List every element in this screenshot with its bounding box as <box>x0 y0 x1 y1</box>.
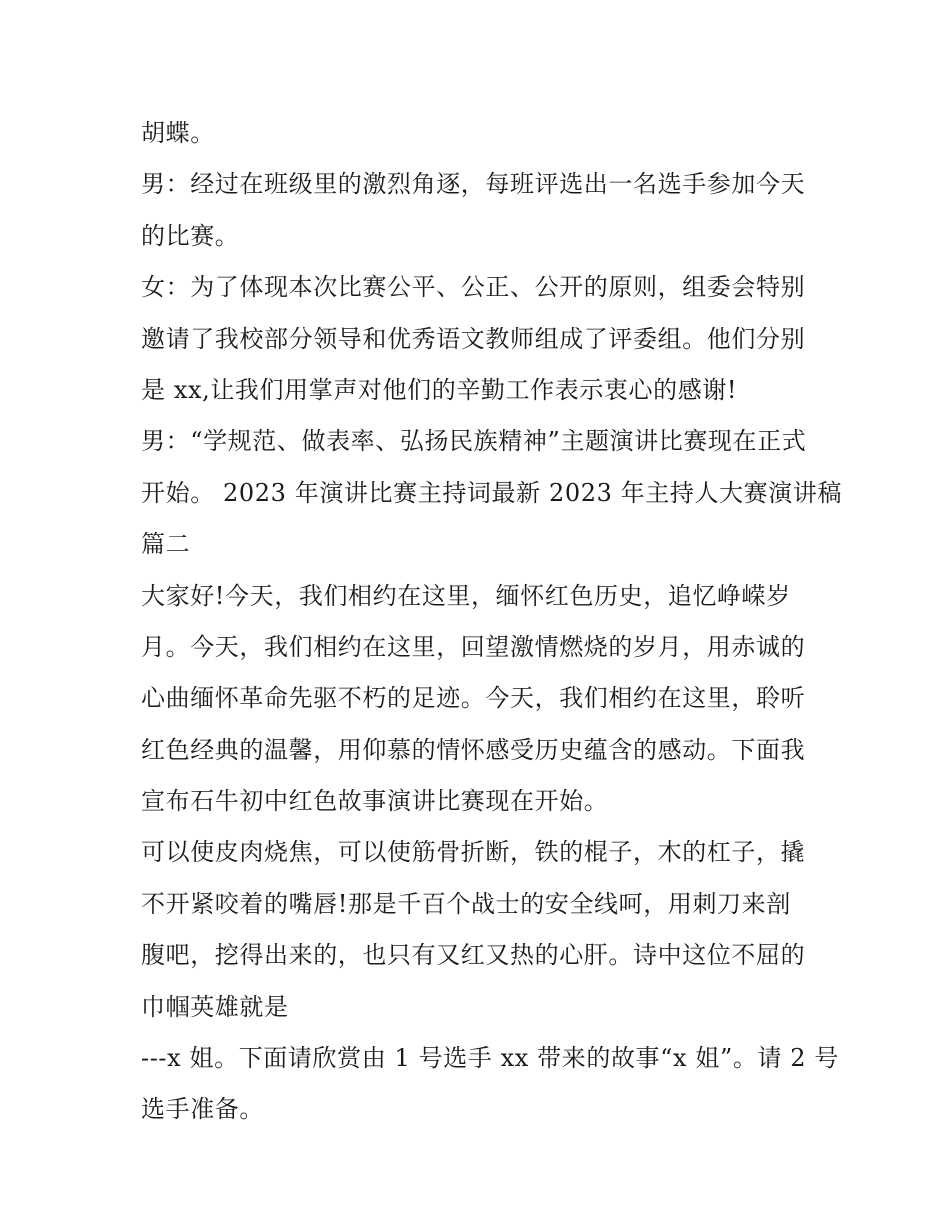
text-line: ---x 姐。下面请欣赏由 1 号选手 xx 带来的故事“x 姐”。请 2 号 <box>141 1044 839 1073</box>
text-line: 开始。 2023 年演讲比赛主持词最新 2023 年主持人大赛演讲稿 <box>141 478 843 507</box>
text-line: 月。今天，我们相约在这里，回望激情燃烧的岁月，用赤诚的 <box>141 632 806 661</box>
text-line: 是 xx,让我们用掌声对他们的辛勤工作表示衷心的感谢! <box>141 375 738 404</box>
text-line: 选手准备。 <box>141 1095 264 1124</box>
text-line: 腹吧，挖得出来的，也只有又红又热的心肝。诗中这位不屈的 <box>141 941 806 970</box>
text-line: 可以使皮肉烧焦，可以使筋骨折断，铁的棍子，木的杠子，撬 <box>141 838 806 867</box>
text-line: 巾帼英雄就是 <box>141 992 289 1021</box>
text-line: 邀请了我校部分领导和优秀语文教师组成了评委组。他们分别 <box>141 324 806 353</box>
text-line: 心曲缅怀革命先驱不朽的足迹。今天，我们相约在这里，聆听 <box>141 684 806 713</box>
text-line: 不开紧咬着的嘴唇!那是千百个战士的安全线呵，用刺刀来剖 <box>141 889 791 918</box>
text-line: 女：为了体现本次比赛公平、公正、公开的原则，组委会特别 <box>141 273 806 302</box>
text-line: 红色经典的温馨，用仰慕的情怀感受历史蕴含的感动。下面我 <box>141 735 806 764</box>
text-line: 的比赛。 <box>141 221 240 250</box>
text-line: 胡蝶。 <box>141 119 215 147</box>
text-line: 男：经过在班级里的激烈角逐，每班评选出一名选手参加今天 <box>141 170 806 199</box>
text-line: 篇二 <box>141 530 191 559</box>
text-line: 宣布石牛初中红色故事演讲比赛现在开始。 <box>141 787 609 816</box>
text-line: 大家好!今天，我们相约在这里，缅怀红色历史，追忆峥嵘岁 <box>141 581 791 610</box>
text-line: 男：“学规范、做表率、弘扬民族精神”主题演讲比赛现在正式 <box>141 427 807 456</box>
